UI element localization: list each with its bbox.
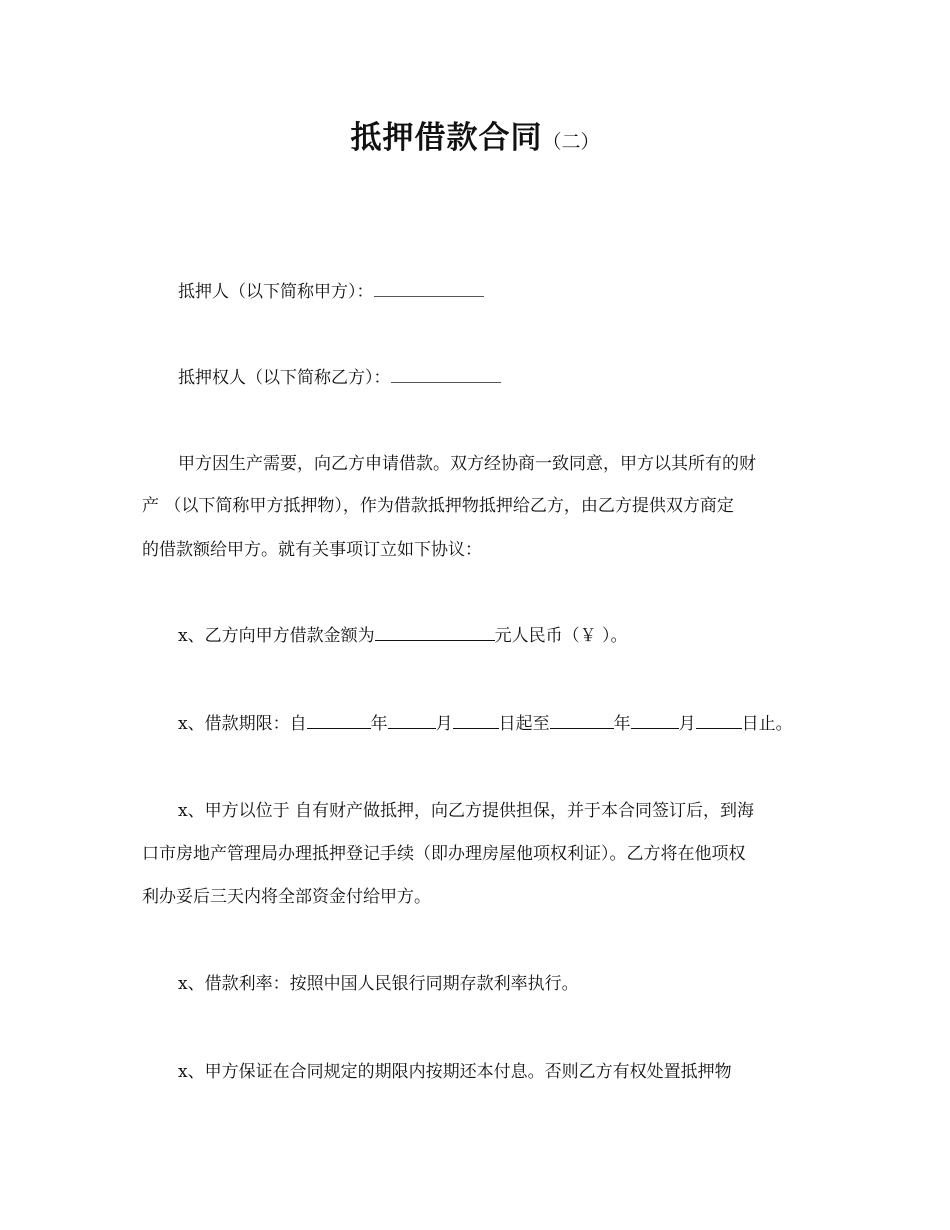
term-prefix: x、借款期限：自 [178, 714, 307, 734]
document-title [0, 112, 950, 157]
mortgagee-blank [391, 366, 501, 383]
intro-line-3: 的借款额给甲方。就有关事项订立如下协议： [142, 540, 482, 560]
term-month2: 月 [678, 714, 696, 734]
term-day2: 日止。 [741, 714, 793, 734]
term-year1-blank [307, 712, 371, 729]
clause-term [178, 712, 822, 736]
term-day2-blank [696, 712, 742, 729]
mortgagee-label: 抵押权人（以下简称乙方）： [178, 368, 391, 388]
term-month2-blank [631, 712, 679, 729]
collateral-line-3: 利办妥后三天内将全部资金付给甲方。 [142, 887, 431, 907]
term-year2-blank [550, 712, 614, 729]
collateral-line-2: 口市房地产管理局办理抵押登记手续（即办理房屋他项权利证）。乙方将在他项权 [142, 844, 746, 864]
term-year1: 年 [370, 714, 388, 734]
amount-suffix: 元人民币（￥ ）。 [494, 626, 628, 646]
mortgagor-label: 抵押人（以下简称甲方）： [178, 282, 374, 302]
term-year2: 年 [613, 714, 631, 734]
mortgagor-blank [374, 280, 484, 297]
intro-line-2: 产 （以下简称甲方抵押物），作为借款抵押物抵押给乙方，由乙方提供双方商定 [142, 496, 734, 516]
title-main: 抵押借款合同 [350, 120, 543, 156]
clause-amount [178, 624, 822, 648]
amount-prefix: x、乙方向甲方借款金额为 [178, 626, 375, 646]
term-day1: 日起至 [498, 714, 550, 734]
intro-line-1: 甲方因生产需要，向乙方申请借款。双方经协商一致同意，甲方以其所有的财 [178, 454, 756, 474]
amount-blank [375, 624, 495, 641]
clause-repay: x、甲方保证在合同规定的期限内按期还本付息。否则乙方有权处置抵押物 [178, 1062, 732, 1082]
term-month1-blank [388, 712, 436, 729]
term-month1: 月 [435, 714, 453, 734]
mortgagor-line [178, 280, 822, 304]
title-sub: （二） [542, 131, 600, 153]
collateral-line-1: x、甲方以位于 自有财产做抵押，向乙方提供担保，并于本合同签订后，到海 [178, 801, 754, 821]
clause-rate: x、借款利率：按照中国人民银行同期存款利率执行。 [178, 974, 579, 994]
mortgagee-line [178, 366, 822, 390]
term-day1-blank [453, 712, 499, 729]
